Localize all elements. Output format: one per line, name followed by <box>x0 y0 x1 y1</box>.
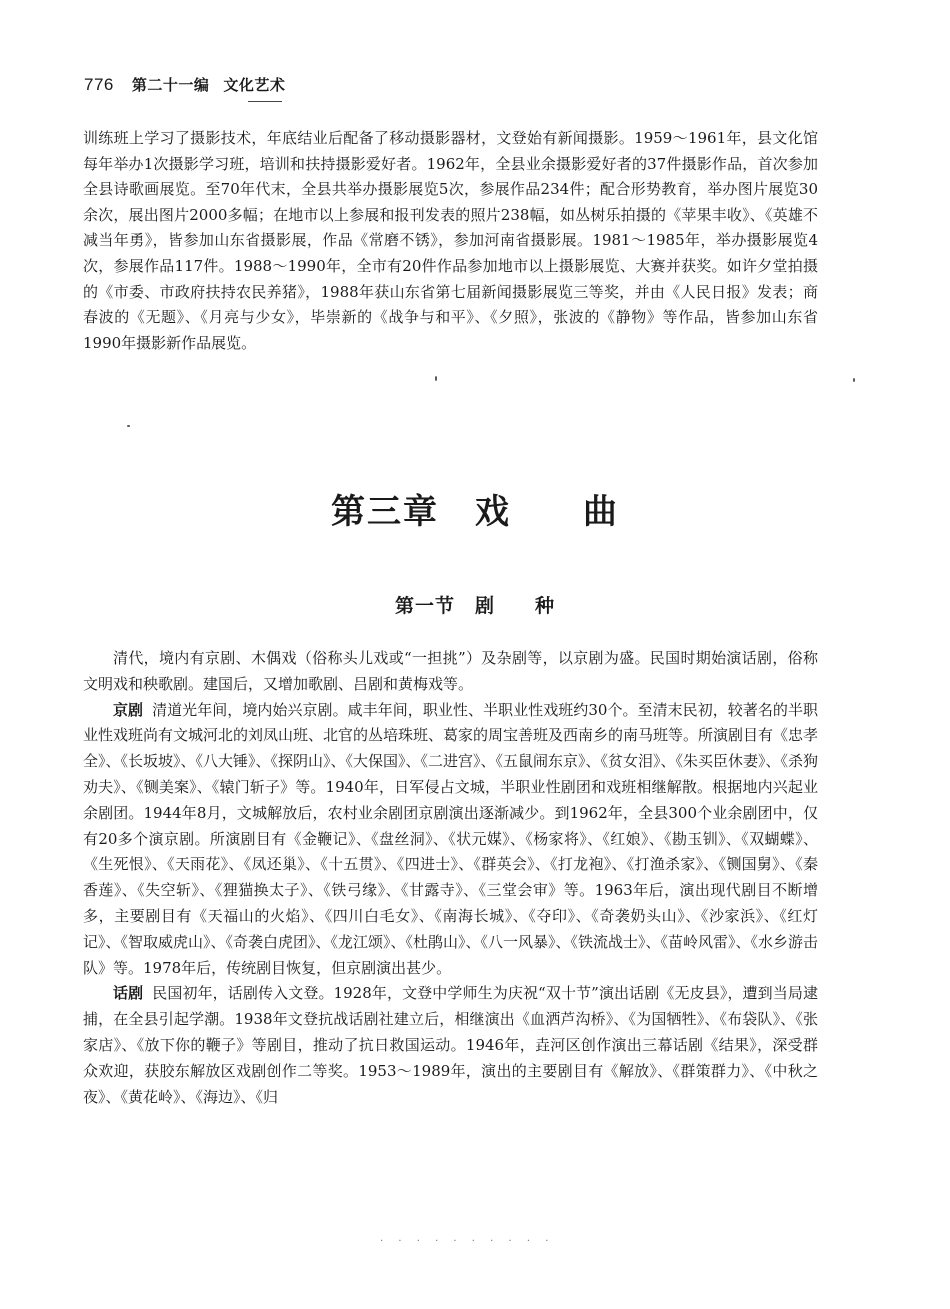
run-in-heading-peking-opera: 京剧 <box>113 700 144 719</box>
scan-speck <box>127 425 130 427</box>
intro-paragraph: 训练班上学习了摄影技术，年底结业后配备了移动摄影器材，文登始有新闻摄影。1959～1961年，县文化馆每年举办1次摄影学习班，培训和扶持摄影爱好者。1962年，全县业余摄影爱好者的37件摄影作品，首次参加全县诗歌画展览。至70年代末，全县共举办摄影展览5次，参展作品234件；配合形势教育，举办图片展览30余次，展出图片2000多幅；在地市以上参展和报刊发表的照片238幅，如丛树乐拍摄的《苹果丰收》、《英雄不减当年勇》，皆参加山东省摄影展，作品《常磨不锈》，参加河南省摄影展。1981～1985年，举办摄影展览4次，参展作品117件。1988～1990年，全市有20件作品参加地市以上摄影展览、大赛并获奖。如许夕堂拍摄的《市委、市政府扶持农民养猪》，1988年获山东省第七届新闻摄影展览三等奖，并由《人民日报》发表；商春波的《无题》、《月亮与少女》，毕崇新的《战争与和平》、《夕照》，张波的《静物》等作品，皆参加山东省1990年摄影新作品展览。 <box>83 129 818 352</box>
paragraph-peking-opera-text: 清道光年间，境内始兴京剧。咸丰年间，职业性、半职业性戏班约30个。至清末民初，较著名的半职业性戏班尚有文城河北的刘凤山班、北官的丛培珠班、葛家的周宝善班及西南乡的南马班等。所演剧目有《忠孝全》、《长坂坡》、《八大锤》、《探阴山》、《大保国》、《二进宫》、《五鼠闹东京》、《贫女泪》、《朱买臣休妻》、《杀狗劝夫》、《铡美案》、《辕门斩子》等。1940年，日军侵占文城，半职业性剧团和戏班相继解散。根据地内兴起业余剧团。1944年8月，文城解放后，农村业余剧团京剧演出逐渐减少。到1962年，全县300个业余剧团中，仅有20多个演京剧。所演剧目有《金鞭记》、《盘丝洞》、《状元媒》、《杨家将》、《红娘》、《勘玉钏》、《双蝴蝶》、《生死恨》、《天雨花》、《凤还巢》、《十五贯》、《四进士》、《群英会》、《打龙袍》、《打渔杀家》、《铡国舅》、《秦香莲》、《失空斩》、《狸猫换太子》、《铁弓缘》、《甘露寺》、《三堂会审》等。1963年后，演出现代剧目不断增多，主要剧目有《天福山的火焰》、《四川白毛女》、《南海长城》、《夺印》、《奇袭奶头山》、《沙家浜》、《红灯记》、《智取威虎山》、《奇袭白虎团》、《龙江颂》、《杜鹃山》、《八一风暴》、《铁流战士》、《苗岭风雷》、《水乡游击队》等。1978年后，传统剧目恢复，但京剧演出甚少。 <box>83 700 819 977</box>
section-title: 第一节 剧 种 <box>394 595 555 617</box>
part-title: 第二十一编 <box>131 76 210 94</box>
scan-speck <box>853 378 855 382</box>
page-number: 776 <box>84 75 114 94</box>
paragraph-peking-opera <box>83 698 818 982</box>
running-header <box>84 74 285 95</box>
category-title: 文化艺术 <box>223 76 286 94</box>
paragraph-overview: 清代，境内有京剧、木偶戏（俗称头儿戏或“一担挑”）及杂剧等，以京剧为盛。民国时期始演话剧，俗称文明戏和秧歌剧。建国后，又增加歌剧、吕剧和黄梅戏等。 <box>83 649 818 693</box>
run-in-heading-drama: 话剧 <box>113 984 144 1003</box>
section-body <box>83 646 818 1110</box>
scan-speck <box>435 376 437 381</box>
paragraph-drama <box>83 981 818 1110</box>
scan-dots: · · · · · · · · · · <box>380 1236 555 1247</box>
paragraph-drama-text: 民国初年，话剧传入文登。1928年，文登中学师生为庆祝“双十节”演出话剧《无皮县》，遭到当局逮捕，在全县引起学潮。1938年文登抗战话剧社建立后，相继演出《血洒芦沟桥》、《为国牺牲》、《布袋队》、《张家店》、《放下你的鞭子》等剧目，推动了抗日救国运动。1946年，垚河区创作演出三幕话剧《结果》，深受群众欢迎，获胶东解放区戏剧创作二等奖。1953～1989年，演出的主要剧目有《解放》、《群策群力》、《中秋之夜》、《黄花岭》、《海边》、《归 <box>83 984 818 1106</box>
header-rule <box>248 101 282 102</box>
chapter-title: 第三章 戏 曲 <box>331 492 619 532</box>
